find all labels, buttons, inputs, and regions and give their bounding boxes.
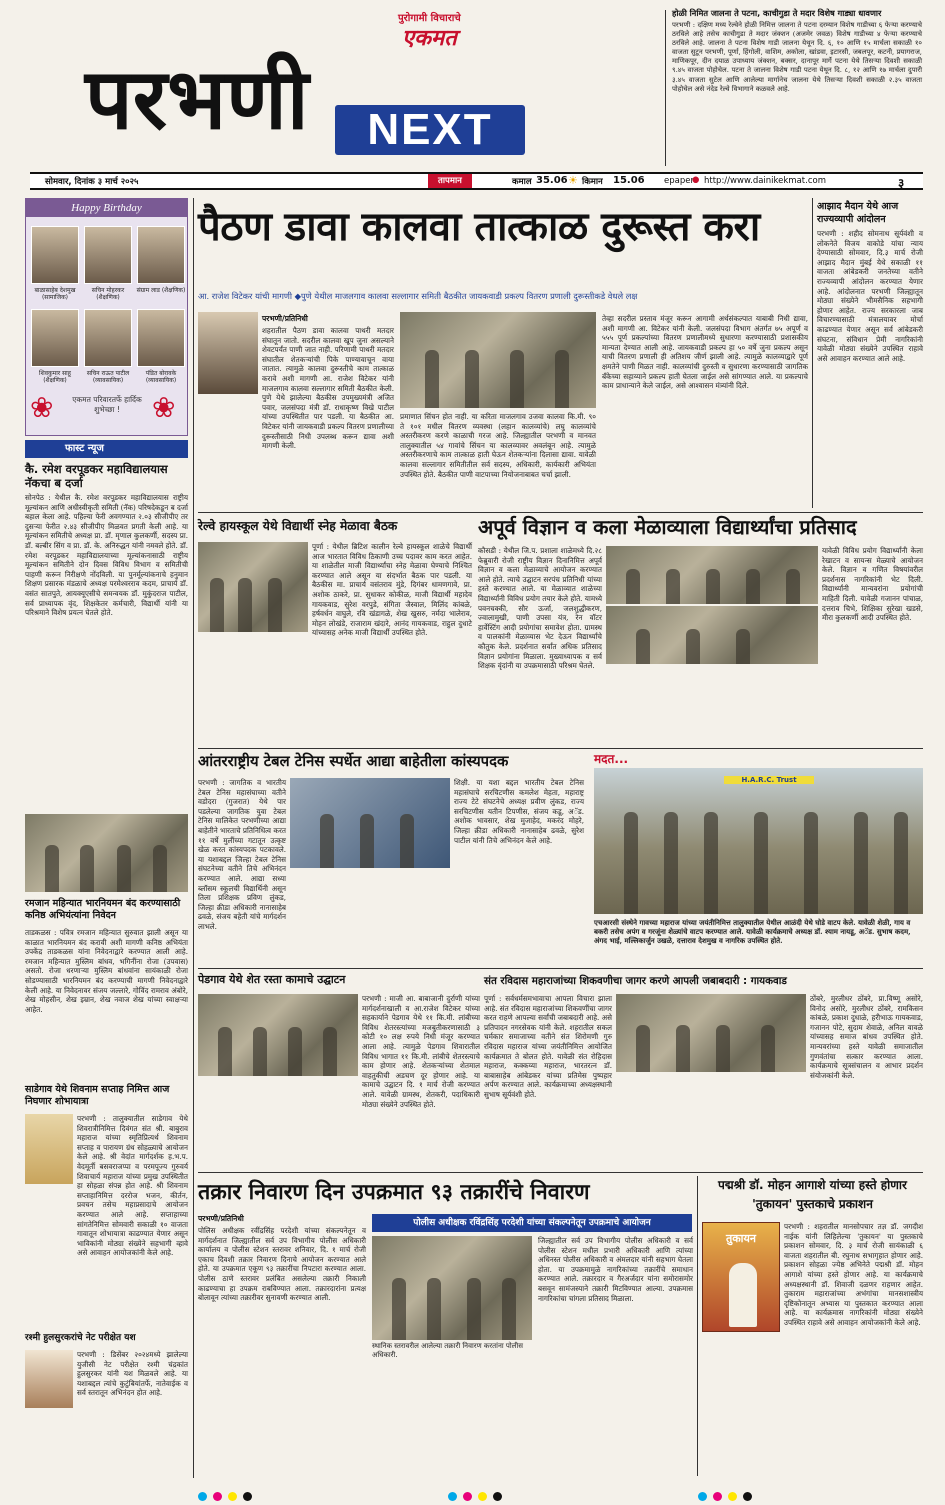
tt-col2: शिक्षी. या यशा बद्दल भारतीय टेबल टेनिस महासंघाचे सरचिटणीस कमलेश मेहता, महाराष्ट्र राज्य टेटे संघटनेचे अध्यक्ष प्रवीण लुंकड, राज्य सरचिटणीस यतीन टिपणीस, संजय कडू, अॅड. अशोक भावसार, शेख मुजाहेद, मकरंद मोहरे, जिल्हा क्रीडा अधिकारी नानासाहेब ढवळे, सुरेश पाटील यांनी तिचे अभिनंदन केले आहे. [454, 778, 584, 845]
story-title: साडेगाव येथे शिवनाम सप्ताह निमित्त आज निघणार शोभायात्रा [25, 1084, 170, 1107]
color-registration-bar [90, 1486, 860, 1498]
lead-col2: प्रमाणात सिंचन होत नाही. या करिता माजलगाव उजवा कालवा कि.मी. ९० ते १०१ मधील वितरण व्यवस्था (लहान कालव्यांचे) लघु कालव्यांचे अस्तरीकरण करणे काळाची गरज आहे. जिल्ह्यातील परभणी व मानवत तालुक्यातील ५४ गावांचे सिंचन या कालव्यावर अवलंबून आहे. त्यामुळे अस्तरीकरणाचे काम तात्काळ हाती घेऊन शेतकऱ्यांना दिलासा द्यावा. यावेळी कालवा सल्लागार समितीतील सर्व सदस्य, अधिकारी, कार्यकारी अभियंता उपस्थित होते. बैठकीत पाणी वाटपाच्या नियोजनाबाबत चर्चा झाली. [400, 412, 596, 479]
story-body: ताडकळस : पवित्र रमजान महिन्यात सुरुवात झाली असून या काळात भारनियमन बंद करावी अशी मागणी कनिष्ठ अभियंता उपकेंद्र ताडकळस यांना निवेदनाद्वारे करण्यात आली आहे. रमजान महिन्यात मुस्लिम बांधव, भगिनींना रोजा (उपवास) असतो. रोजा धरणाऱ्या मुस्लिम बांधवांना सायंकाळी रोजा सोडण्यासाठी भारनियमन बंद करण्याची मागणी निवेदनाद्वारे केली आहे. या निवेदनावर संजय जल्लारे, गोविंद रामराव अंबोरे, शेख मोहसीन, शेख इम्रान, शेख नवाज शेख यांच्या स्वाक्षऱ्या आहेत. [25, 928, 188, 1014]
side-story [817, 200, 923, 508]
lead-col3: तेव्हा सदरील प्रस्ताव मंजूर करून आगामी अर्थसंकल्पात याबाबी निधी द्यावा, अशी मागणी आ. विटेकर यांनी केली. जलसंपदा विभाग अंतर्गत ७५ अपूर्ण व ५५५ पूर्ण प्रकल्पांच्या वितरण प्रणालीमध्ये सुधारणा करण्यासाठी प्रशासकीय मान्यता देण्यात आली आहे. जायकवाडी प्रकल्प हा ५० वर्षे जुना प्रकल्प असून याची वितरण प्रणाली ही अतिशय जीर्ण झाली आहे. त्यामुळे कालव्याद्वारे पूर्ण क्षमतेने पाणी मिळत नाही. कालव्यांची दुरुस्ती व सुधारणा करण्यासाठी जागतिक बँकेच्या सहाय्याने प्रकल्प हाती घेतला जाईल असे सांगण्यात आले. या प्रकल्पाचे काम प्राधान्याने केले जाईल, असे आश्वासन मंत्र्यांनी दिले. [602, 314, 808, 391]
side-story-body: परभणी : शहीद सोमनाथ सूर्यवंशी व लोकनेते विजय वाकोडे यांचा न्याय देण्यासाठी सोमवार, दि.३ मार्च रोजी आझाद मैदान मुंबई येथे सकाळी ११ वाजता आंबेडकरी जनतेच्या वतीने राज्यव्यापी आंदोलन करण्यात येणार आहे. आंदोलनात परभणी जिल्ह्यातून मोठ्या संख्येने भीमसैनिक सहभागी होणार आहेत. राज्य सरकारला जाब विचारण्यासाठी मंत्रालयावर मोर्चा काढण्यात येणार असून सर्व आंबेडकरी संघटना, संविधान प्रेमी नागरिकांनी यावेळी मोठ्या संख्येने उपस्थित राहावे असे आवाहन करण्यात आले आहे. [817, 229, 923, 363]
max-temp-value: 35.06 [536, 175, 568, 186]
book-title: तुकायन [725, 1232, 757, 1245]
column-rule [697, 1176, 698, 1476]
column-rule [193, 198, 194, 1478]
science-photo [606, 546, 818, 604]
railway-body: पूर्णा : येथील ब्रिटिश कालीन रेल्वे हायस्कूल शाळेचे विद्यार्थी आज भारतात विविध ठिकाणी उच्च पदावर काम करत आहेत. या शाळेतील माजी विद्यार्थ्यांचा स्नेह मेळावा घेण्याचे निश्चित करण्यात आले असून या संदर्भात बैठक पार पडली. या बैठकीस मा. प्राचार्य वसंतराव मुंडे, दिगंबर धामणगावे, प्रा. अशोक ठाकरे, प्रा. सुधाकर कोकीळ, माजी विद्यार्थी महादेव गायकवाड, सुरेश वरपुडे, संगिता जैस्वाल, मिलिंद कांबळे, हर्षवर्धन वाघुले, रवि खंडागळे, शेख खुसरु, नर्मदा भालेराव, मोहन लोखंडे, राजाराम खंदारे, आनंद गायकवाड, राहुल दुधाटे यांच्यासह अनेक माजी विद्यार्थी उपस्थित होते. [312, 542, 472, 638]
story-photo [25, 814, 188, 892]
tt-body: परभणी : जागतिक व भारतीय टेबल टेनिस महासंघाच्या वतीने वडोदरा (गुजरात) येथे पार पडलेल्या जागतिक युवा टेबल टेनिस मालिकेत परभणीच्या आद्या बाहेतीने भारताचे प्रतिनिधित्व करत ११ वर्षे मुलींच्या गटातून उत्कृष्ट खेळ करत कांस्यपदक पटकावले. या यशाबद्दल जिल्हा टेबल टेनिस संघटनेच्या वतीने तिचे अभिनंदन करण्यात आले. आद्या सध्या ब्लॉसम स्कूलची विद्यार्थिनी असून तिला प्रशिक्षक प्रविण लुंकड, जिल्हा क्रीडा अधिकारी नानासाहेब ढवळे, संजय बहेती यांचे मार्गदर्शन लाभले. [198, 778, 286, 931]
ravidas-photo [616, 994, 806, 1072]
tt-photo [290, 778, 450, 868]
birthday-box [25, 198, 188, 436]
fast-news-header [25, 440, 188, 458]
portrait-figure [729, 1263, 757, 1327]
sun-icon: ☀ [568, 174, 578, 187]
help-label: मदत... [594, 752, 629, 766]
top-right-story [672, 8, 922, 168]
birthday-name: सचिन मोहरकर (शैक्षणिक) [91, 287, 125, 301]
science-headline: अपूर्व विज्ञान व कला मेळाव्याला विद्यार्थ्यांचा प्रतिसाद [478, 515, 857, 539]
tt-body-continued [290, 872, 450, 966]
masthead-next: NEXT [367, 105, 493, 154]
birthday-name: शिवकुमार साहू (शैक्षणिक) [39, 370, 71, 384]
weather-label: तापमान [428, 174, 472, 188]
masthead-tagline: पुरोगामी विचाराचे [398, 13, 461, 24]
pedgaon-body-continued [198, 1080, 358, 1169]
edition-date: सोमवार, दिनांक ३ मार्च २०२५ [45, 177, 139, 187]
ravidas-headline: संत रविदास महाराजांच्या शिकवणीचा जागर करणे आपली जबाबदारी : गायकवाड [484, 975, 787, 987]
flower-icon: ❀ [30, 391, 54, 424]
ravidas-body: पूर्णा : सर्वधर्मसमभावाचा आपला विचारा झाला आहे. संत रविदास महाराजांच्या शिकवणींचा जागर करत राहणे आपल्या सर्वांची जबाबदारी आहे. असे प्रतिपादन नगरसेवक यांनी केले. शहरातील सकल चर्मकार समाजाच्या वतीने संत शिरोमणी गुरु रविदास महाराज यांच्या जयंतीनिमित्त आयोजित कार्यक्रमात ते बोलत होते. यावेळी संत रोहिदास महाराज, कक्कय्या महाराज, भारतरत्न डॉ. बाबासाहेब आंबेडकर यांच्या प्रतिमेस पुष्पहार अर्पण करण्यात आले. कार्यक्रमाच्या अध्यक्षस्थानी सुभाष सूर्यवंशी होते. [484, 994, 612, 1099]
avatar [31, 309, 79, 367]
story-photo [25, 1350, 73, 1408]
science-side: यावेळी विविध प्रयोग विद्यार्थ्यांनी केला रेखाटन व सायन्स मेळ्याचे आयोजन केले. विज्ञान व गणित विषयांवरील प्रदर्शनास नागरिकांनी भेट दिली. विद्यार्थ्यांनी मान्यवरांना प्रयोगांची माहिती दिली. यावेळी गजानन पांचाळ, दत्तराव चिभे, शिक्षिका सुरेखा खडसे, मीरा कुलकर्णी आदी उपस्थित होते. [822, 546, 923, 623]
avatar [84, 309, 132, 367]
page-number: ३ [898, 176, 905, 190]
min-temp-label: किमान [582, 177, 603, 187]
book-cover [702, 1222, 780, 1332]
epaper-url[interactable]: http://www.dainikekmat.com [704, 176, 826, 186]
agashe-headline: पद्मश्री डॉ. मोहन आगाशे यांच्या हस्ते होणार 'तुकायन' पुस्तकाचे प्रकाशन [718, 1178, 907, 1211]
lead-subhead: आ. राजेश विटेकर यांची मागणी ◆पुणे येथील माजलगाव कालवा सल्लागार समिती बैठकीत जायकवाडी प्रकल्प वितरण प्रणाली दुरूस्तीकडे वेधले लक्ष [198, 291, 638, 301]
masthead-title: परभणी [85, 50, 309, 148]
railway-photo [198, 542, 308, 632]
story-photo [25, 1114, 73, 1184]
help-photo [594, 768, 923, 914]
tribunal-body-continued [372, 1366, 532, 1476]
min-temp-value: 15.06 [613, 175, 645, 186]
avatar [137, 226, 185, 284]
section-rule [198, 968, 923, 969]
tribunal-headline: तक्रार निवारण दिन उपक्रमात ९३ तक्रारींचे निवारण [198, 1180, 590, 1205]
masthead-next-logo [335, 105, 525, 155]
ravidas-side: ठोंबरे, मुरलीधर ठोंबरे, प्रा.विष्णू असोरे, विनोद असोरे, मुरलीधर ठोंबरे, रामकिसन कांबळे, प्रकाश दुधाळे, हरीभाऊ गायकवाड, गजानन पोटे, सुदाम शेवाळे, अनिल वावळे यांच्यासह समाज बांधव उपस्थित होते. मान्यवरांच्या हस्ते यावेळी समाजातील गुणवंतांचा सत्कार करण्यात आला. कार्यक्रमाचे सूत्रसंचालन व आभार प्रदर्शन संयोजकांनी केले. [810, 994, 923, 1080]
birthday-name: बाळासाहेब देशमुख (सामाजिक) [34, 287, 76, 301]
avatar [84, 226, 132, 284]
masthead-brand: एकमत [402, 26, 457, 51]
masthead [30, 10, 650, 168]
tribunal-photo-caption: स्थानिक स्तरावरील आलेल्या तक्रारी निवारण करतांना पोलीस अधिकारी. [372, 1342, 523, 1359]
birthday-name: पंडित बोरावके (व्यावसायिक) [145, 370, 177, 384]
lead-col1: शहरातील पैठण डावा कालवा पाथरी मतदार संघातून जातो. सदरील कालवा खूप जुना असल्याने शेवटपर्यंत पाणी जात नाही. परिणामी पाथरी मतदार संघातील शेतकऱ्यांची पिके पाण्यावाचून वाया जातात. त्यामुळे कालवा दुरूस्तीचे काम तात्काळ करावे अशी मागणी आ. राजेश विटेकर यांनी माजलगाव कालवा सल्लागार समिती बैठकीत केली. पुणे येथे झालेल्या बैठकीस उपमुख्यमंत्री अजित पवार, जलसंपदा मंत्री डॉ. राधाकृष्ण विखे पाटील यांच्या उपस्थितीत पार पडली. या बैठकीत आ. विटेकर यांनी जायकवाडी प्रकल्प वितरण प्रणालीच्या दुरूस्तीसाठी निधी उपलब्ध करून द्यावा अशी मागणी केली. [262, 326, 394, 451]
tribunal-banner-text: पोलीस अधीक्षक रविंद्रसिंह परदेशी यांच्या संकल्पनेतून उपक्रमाचे आयोजन [413, 1218, 651, 1228]
science-photo [606, 606, 818, 664]
story-body: परभणी : तालुक्यातील साडेगाव येथे शिवरात्रीनिमित्त दिवंगत संत श्री. बाबुराव महाराज यांच्या स्मृतिप्रित्यर्थ शिवनाम सप्ताह व पारायण ग्रंथ सोहळ्याचे आयोजन केले आहे. श्री वेदांत मार्गदर्शक ह.भ.प. वेदमूर्ती बसवराजप्पा व परमपूज्य गुरुवर्य शिवाचार्य महाराज यांच्या प्रमुख उपस्थितीत हा सोहळा संपन्न होत आहे. श्री शिवनाम सप्ताहानिमित्त दररोज भजन, कीर्तन, प्रवचन तसेच महाप्रसादाचे आयोजन करण्यात आले आहे. सप्ताहाच्या सांगतेनिमित्त सोमवारी सकाळी १० वाजता गावातून शोभायात्रा काढण्यात येणार असून भाविकांनी मोठ्या संख्येने सहभागी व्हावे असे आवाहन आयोजकांनी केले आहे. [77, 1114, 188, 1258]
story-body: सोनपेठ : येथील कै. रमेश वरपूडकर महाविद्यालयास राष्ट्रीय मूल्यांकन आणि अधीस्वीकृती समिती (नॅक) परिषदेकडून ब दर्जा बहाल केला आहे. पहिल्या फेरी अवगण्यात २.०३ सीजीपीए तर दुसऱ्या फेरीत २.४३ सीजीपीए मिळवत प्रगती केली आहे. या मूल्यांकन समितीचे अध्यक्ष प्रा. डॉ. मृणाल कुलकर्णी, सदस्य प्रा. डॉ. बल्बीर सिंग व प्रा. डॉ. के. अनिरुद्धन यांनी नमवले होते. डॉ. रमेश वरपूडकर महाविद्यालयाच्या मूल्यांकनासाठी राष्ट्रीय मूल्यांकन समितीने दोन दिवस विविध विभाग व समितीची पाहणी करून निरीक्षणे नोंदविली. या पुनर्मूल्यांकनाचे हनुमान शिक्षण प्रसारक मंडळाचे अध्यक्ष परमेश्वरराव कदम, प्राचार्य डॉ. वसंत सातपुते, आयक्यूएसीचे समन्वयक डॉ. मुकुंदराज पाटील, सर्व प्राध्यापक वृंद, शिक्षकेतर कर्मचारी, विद्यार्थी यांनी या परिश्रमाने विशेष प्रयत्न घेतले होते. [25, 493, 188, 618]
story-title: रश्मी हुलसुरकरांचे नेट परीक्षेत यश [25, 1333, 136, 1343]
help-caption: एचआरसी संस्थेने गावच्या महाराज यांच्या जयंतीनिमित्त तालुक्यातील येथील आळंदी येथे घोडे वाटप केले. यावेळी शेळी, गाय व बकरी तसेच अपंग व गरजूंना शेळ्यांचे वाटप करण्यात आले. यावेळी कार्यक्रमाचे अध्यक्ष डॉ. श्याम नायडू, अॅड. सुभाष कदम, अंगद भाई, मल्लिकार्जुन उखळे, दत्ताराव देशमुख व नागरिक उपस्थित होते. [594, 918, 911, 945]
top-right-rule [665, 10, 666, 166]
globe-icon: ● [692, 175, 700, 185]
lead-headline: पैठण डावा कालवा तात्काळ दुरूस्त करा [198, 204, 760, 250]
story-body-continued [25, 1186, 188, 1330]
birthday-title: Happy Birthday [26, 199, 187, 217]
tribunal-banner [372, 1214, 692, 1232]
pedgaon-body: परभणी : माजी आ. बाबाजानी दुर्राणी यांच्या मार्गदर्शनाखाली व आ.राजेश विटेकर यांच्या सहकार्याने पेडगाव येथे ११ कि.मी. लांबीच्या विविध शेतरस्त्यांच्या मजबुतीकरणासाठी ३ कोटी १० लक्ष रुपये निधी मंजूर करण्यात आला आहे. त्यामुळे पेडगाव शिवारातील विविध भागात ११ कि.मी. लांबीचे शेतरस्त्याचे काम होणार आहे. शेतकऱ्यांच्या शेतमाल वाहतुकीची अडचण दूर होणार आहे. या कामाचे उद्घाटन दि. १ मार्च रोजी करण्यात आले. यावेळी ग्रामस्थ, शेतकरी, पदाधिकारी मोठ्या संख्येने उपस्थित होते. [362, 994, 480, 1109]
section-rule [198, 748, 923, 749]
lead-photo [400, 312, 596, 408]
date-bar [30, 172, 923, 190]
birthday-wish: एकमत परिवारतर्फे हार्दिक शुभेच्छा ! [72, 395, 142, 414]
avatar [137, 309, 185, 367]
avatar [31, 226, 79, 284]
max-temp-label: कमाल [512, 177, 532, 187]
birthday-name: संग्राम लाड (शैक्षणिक) [136, 287, 186, 294]
section-rule [198, 1172, 923, 1173]
science-body: कौसडी : येथील जि.प. प्रशाला शाळेमध्ये दि.२८ फेब्रुवारी रोजी राष्ट्रीय विज्ञान दिनानिमित्त अपूर्व विज्ञान व कला मेळाव्याचे आयोजन करण्यात आले होते. त्याचे उद्घाटन सरपंच प्रतिनिधी यांच्या हस्ते करण्यात आले. या मेळाव्यात शाळेच्या विद्यार्थ्यांनी विविध प्रयोग तयार केले होते. यामध्ये पवनचक्की, सौर ऊर्जा, जलशुद्धीकरण, ज्वालामुखी, पाणी उपसा यंत्र, रेन वॉटर हार्वेस्टिंग आदी प्रयोगांचा समावेश होता. ग्रामस्थ व पालकांनी मेळाव्यास भेट देऊन विद्यार्थ्यांचे कौतुक केले. प्रदर्शनात सर्वांत अधिक प्रतिसाद विज्ञान प्रयोगांना मिळाला. मुख्याध्यापक व सर्व शिक्षक वृंदांनी या उपक्रमासाठी परिश्रम घेतले. [478, 546, 602, 671]
tribunal-body: पोलिस अधीक्षक रवींद्रसिंह परदेशी यांच्या संकल्पनेतून व मार्गदर्शनात जिल्ह्यातील सर्व उप विभागीय पोलीस अधिकारी कार्यालय व पोलीस स्टेशन स्तरावर शनिवार, दि. १ मार्च रोजी एकाच दिवशी तक्रार निवारण दिनाचे आयोजन करण्यात आले होते. या उपक्रमात एकूण ९३ तक्रारींचा निपटारा करण्यात आला. पोलीस ठाणे स्तरावर प्रलंबित असलेल्या तक्रारी निकाली काढण्याचा हा उपक्रम राबविण्यात आला. तक्रारदारांना प्रत्यक्ष बोलावून त्यांच्या तक्रारीवर सुनावणी करण्यात आली. [198, 1226, 366, 1303]
column-rule [812, 198, 813, 508]
science-body-continued [606, 668, 818, 746]
fast-news-column [25, 462, 188, 1477]
pedgaon-photo [198, 994, 358, 1076]
top-right-body: परभणी : दक्षिण मध्य रेल्वेने होळी निमित्त जालना ते पटना दरम्यान विशेष गाडीच्या ६ फेऱ्या करण्याचे ठरविले आहे तसेच काचीगुडा ते मदार जंक्शन (अजमेर जवळ) विशेष गाडीच्या ४ फेऱ्या करण्याचे ठरविले आहे. जालना ते पटना विशेष गाडी जालना येथून दि. ६, १० आणि १५ मार्चला सकाळी १० वाजता सुटून परभणी, पूर्णा, हिंगोली, वाशिम, अकोला, खांडवा, इटारसी, जबलपूर, कटनी, प्रयागराज, माणिकपूर, दीन दयाळ उपाध्याय जंक्शन, बक्सर, दानापूर मार्गे पटना येथे तिसऱ्या दिवशी सकाळी ९.४५ वाजता पोहोचेल. पटना ते जालना विशेष गाडी पटना येथून दि. ८, १२ आणि १७ मार्चला दुपारी ३.४५ वाजता सुटेल आणि आलेल्या मार्गानेच जालना येथे तिसऱ्या दिवशी सकाळी २.३५ वाजता पोहोचेल असे नंदेड रेल्वे विभागाने कळवले आहे. [672, 21, 922, 93]
tribunal-col2: जिल्ह्यातील सर्व उप विभागीय पोलीस अधिकारी व सर्व पोलीस स्टेशन मधील प्रभारी अधिकारी आणि त्यांच्या अधिनस्त पोलीस अधिकारी व अंमलदार यांनी सहभाग घेतला होता. या उपक्रमामुळे नागरिकांच्या तक्रारींचे समाधान करण्यात आले. तक्रारदार व गैरअर्जदार यांना समोरासमोर बसवून सामंजस्याने तक्रारी मिटविण्यात आल्या. उपक्रमास नागरिकांचा चांगला प्रतिसाद मिळाला. [538, 1236, 693, 1303]
story-title: रमजान महिन्यात भारनियमन बंद करण्यासाठी कनिष्ठ अभियंत्यांना निवेदन [25, 898, 181, 921]
birthday-name: सचिन राऊत पाटील (व्यावसायिक) [86, 370, 130, 384]
top-right-headline: होळी निमित जालना ते पटना, काचीगुडा ते मदार विशेष गाड्या धावणार [672, 8, 882, 18]
flower-icon: ❀ [152, 391, 176, 424]
tribunal-photo [372, 1236, 532, 1340]
agashe-body-continued [702, 1336, 780, 1476]
agashe-body: परभणी : शहरातील मानसोपचार तज्ञ डॉ. जगदीश नाईक यांनी लिहिलेल्या 'तुकायन' या पुस्तकाचे प्रकाशन सोमवार, दि. ३ मार्च रोजी सायंकाळी ६ वाजता शहरातील बी. रघुनाथ सभागृहात होणार आहे. प्रकाशन सोहळा ज्येष्ठ अभिनेते पद्मश्री डॉ. मोहन आगाशे यांच्या हस्ते होणार आहे. या कार्यक्रमाचे अध्यक्षस्थानी डॉ. शिवाजी दळणर राहणार आहेत. तुकाराम महाराजांच्या अभंगांचा मानसशास्त्रीय दृष्टिकोनातून अभ्यास या पुस्तकात करण्यात आला आहे. या कार्यक्रमास नागरिकांनी मोठ्या संख्येने उपस्थित राहावे असे आवाहन आयोजकांनी केले आहे. [784, 1222, 923, 1327]
help-banner: H.A.R.C. Trust [724, 776, 814, 784]
side-story-title: आझाद मैदान येथे आज राज्यव्यापी आंदोलन [817, 201, 899, 225]
lead-byline: परभणी/प्रतिनिधी [262, 314, 308, 323]
tt-headline: आंतरराष्ट्रीय टेबल टेनिस स्पर्धेत आद्या बाहेतीला कांस्यपदक [198, 753, 509, 770]
tribunal-byline: परभणी/प्रतिनिधी [198, 1214, 244, 1223]
epaper-label: epaper [664, 176, 694, 186]
lead-photo-small [198, 312, 258, 394]
railway-headline: रेल्वे हायस्कूल येथे विद्यार्थी स्नेह मेळावा बैठक [198, 519, 398, 533]
ravidas-body-continued [616, 1076, 806, 1169]
pedgaon-headline: पेडगाव येथे शेत रस्ता कामाचे उद्घाटन [198, 973, 346, 986]
lead-story [198, 312, 808, 510]
story-title: कै. रमेश वरपूडकर महाविद्यालयास नॅकचा ब दर्जा [25, 462, 168, 490]
story-body: परभणी : डिसेंबर २०२४मध्ये झालेल्या युजीसी नेट परीक्षेत रश्मी चंद्रकांत हुलसुरकर यांनी यश मिळवले आहे. या यशाबद्दल त्यांचे कुटुंबियांतर्फे, नातेवाईक व सर्व स्तरातून अभिनंदन होत आहे. [77, 1350, 188, 1398]
fast-news-label: फास्ट न्यूज [65, 443, 104, 454]
